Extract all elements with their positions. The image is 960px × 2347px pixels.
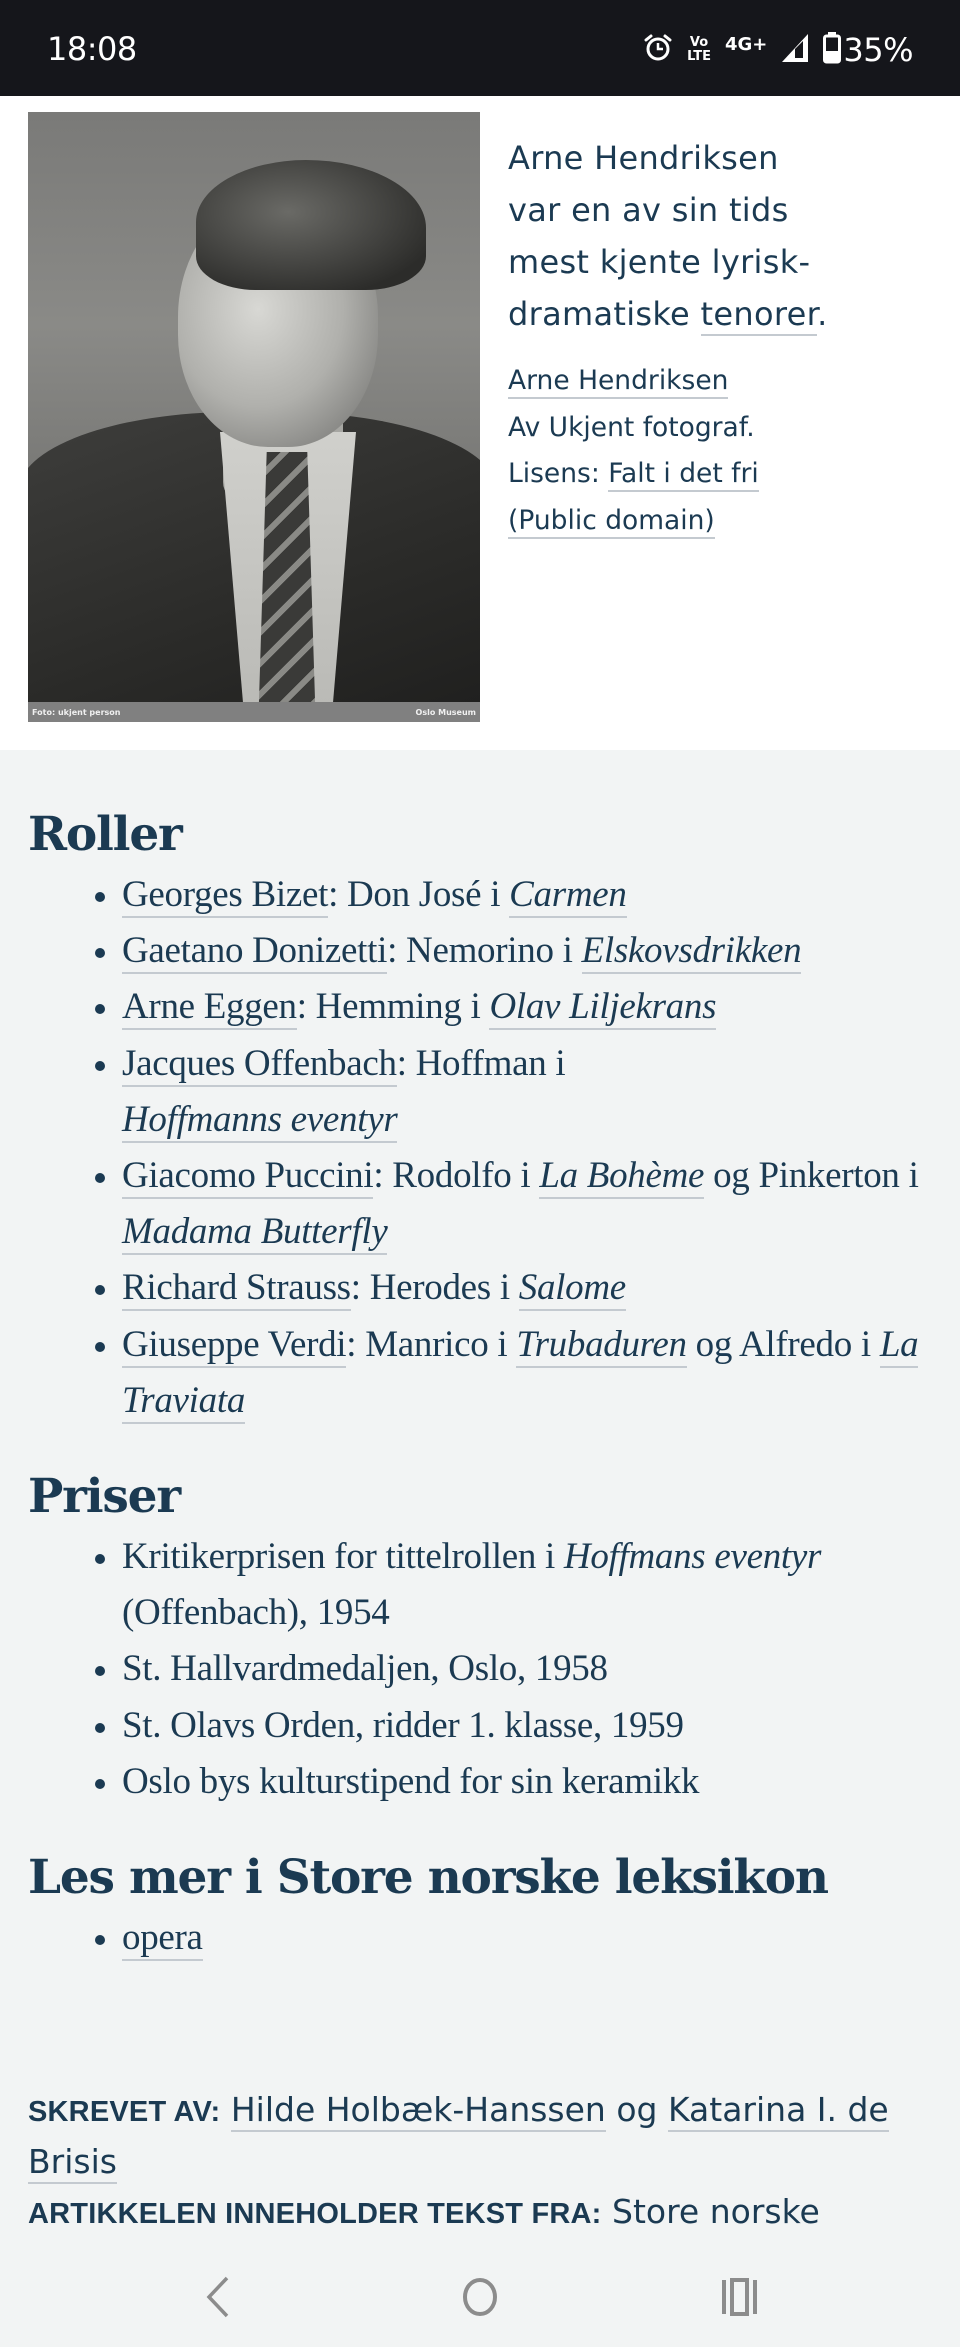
composer-link[interactable]: Giuseppe Verdi: [122, 1324, 346, 1368]
status-bar: [0, 0, 960, 96]
license-link[interactable]: Falt i det fri: [608, 458, 759, 492]
home-button[interactable]: [450, 2269, 510, 2329]
work-link[interactable]: Trubaduren: [516, 1324, 686, 1368]
section-read-more: [28, 1810, 938, 1966]
list-item: Richard Strauss: Herodes i Salome: [122, 1260, 938, 1316]
source-text: Store norske: [612, 2192, 820, 2231]
caption-photographer: Av Ukjent fotograf.: [508, 411, 755, 443]
source-label: ARTIKKELEN INNEHOLDER TEKST FRA:: [28, 2198, 602, 2230]
byline: SKREVET AV: Hilde Holbæk-Hanssen og Katarina I. de Brisis ARTIKKELEN INNEHOLDER TEKST FRA: Store norske: [28, 2090, 889, 2231]
recent-apps-icon: [720, 2277, 760, 2322]
roles-list: [28, 867, 938, 1429]
work-link[interactable]: Elskovsdrikken: [582, 930, 802, 974]
network-type: 4G+: [724, 33, 768, 55]
composer-link[interactable]: Georges Bizet: [122, 874, 328, 918]
author-link[interactable]: Katarina I. de Brisis: [28, 2090, 889, 2184]
photo-caption: [508, 358, 928, 544]
work-link[interactable]: Madama Butterfly: [122, 1211, 387, 1255]
opera-link[interactable]: opera: [122, 1917, 203, 1961]
work-link[interactable]: Carmen: [509, 874, 626, 918]
list-item: Arne Eggen: Hemming i Olav Liljekrans: [122, 979, 938, 1035]
intro-text: Arne Hendriksen var en av sin tids mest kjente lyrisk- dramatiske tenorer.: [508, 132, 928, 340]
photo-credit-right: Oslo Museum: [415, 707, 476, 717]
section-heading-read-more: Les mer i Store norske leksikon: [28, 1850, 828, 1906]
license-link-public-domain[interactable]: (Public domain): [508, 505, 715, 539]
list-item: St. Hallvardmedaljen, Oslo, 1958: [122, 1641, 938, 1697]
read-more-list: [28, 1910, 938, 1966]
work-link[interactable]: Salome: [519, 1267, 626, 1311]
article-body: [28, 750, 938, 1966]
author-link[interactable]: Hilde Holbæk-Hanssen: [231, 2090, 606, 2132]
portrait-photo[interactable]: [28, 112, 480, 722]
tenorer-link[interactable]: tenorer: [701, 295, 818, 336]
list-item: Oslo bys kulturstipend for sin keramikk: [122, 1754, 938, 1810]
composer-link[interactable]: Jacques Offenbach: [122, 1043, 397, 1087]
photo-credit-strip: [28, 702, 480, 722]
list-item: Kritikerprisen for tittelrollen i Hoffmans eventyr (Offenbach), 1954: [122, 1529, 938, 1641]
recent-apps-button[interactable]: [710, 2269, 770, 2329]
list-item: St. Olavs Orden, ridder 1. klasse, 1959: [122, 1698, 938, 1754]
list-item: Gaetano Donizetti: Nemorino i Elskovsdrikken: [122, 923, 938, 979]
composer-link[interactable]: Gaetano Donizetti: [122, 930, 387, 974]
awards-list: [28, 1529, 938, 1810]
system-nav-bar: [0, 2247, 960, 2347]
list-item: Giuseppe Verdi: Manrico i Trubaduren og Alfredo i La Traviata: [122, 1317, 938, 1429]
photo-credit-left: Foto: ukjent person: [32, 707, 121, 717]
composer-link[interactable]: Richard Strauss: [122, 1267, 351, 1311]
section-heading-roles: Roller: [28, 807, 182, 862]
signal-strength-icon: [781, 33, 809, 67]
battery-percent: 35%: [843, 31, 913, 69]
work-link[interactable]: La Traviata: [122, 1324, 918, 1424]
caption-title-link[interactable]: Arne Hendriksen: [508, 365, 728, 399]
article-hero: [0, 96, 960, 750]
section-awards: [28, 1429, 938, 1810]
home-circle-icon: [460, 2275, 500, 2324]
section-heading-awards: Priser: [28, 1469, 180, 1525]
list-item: Jacques Offenbach: Hoffman i Hoffmanns eventyr: [122, 1036, 938, 1148]
license-label: Lisens:: [508, 458, 609, 489]
back-button[interactable]: [188, 2269, 248, 2329]
written-by-label: SKREVET AV:: [28, 2096, 221, 2128]
status-time: 18:08: [47, 30, 137, 68]
composer-link[interactable]: Giacomo Puccini: [122, 1155, 373, 1199]
composer-link[interactable]: Arne Eggen: [122, 986, 297, 1030]
section-roles: [28, 750, 938, 1429]
volte-indicator: Vo LTE: [687, 35, 711, 64]
status-icons: [643, 28, 913, 72]
photo-hair: [196, 160, 426, 290]
work-link[interactable]: La Bohème: [539, 1155, 704, 1199]
list-item: Giacomo Puccini: Rodolfo i La Bohème og Pinkerton i Madama Butterfly: [122, 1148, 938, 1260]
alarm-clock-icon: [643, 33, 673, 67]
back-chevron-icon: [205, 2275, 231, 2324]
battery-icon: [823, 32, 841, 68]
work-link[interactable]: Hoffmanns eventyr: [122, 1099, 397, 1143]
photo-tie: [258, 452, 316, 722]
work-link[interactable]: Olav Liljekrans: [489, 986, 716, 1030]
list-item: Georges Bizet: Don José i Carmen: [122, 867, 938, 923]
list-item: [122, 1910, 938, 1966]
